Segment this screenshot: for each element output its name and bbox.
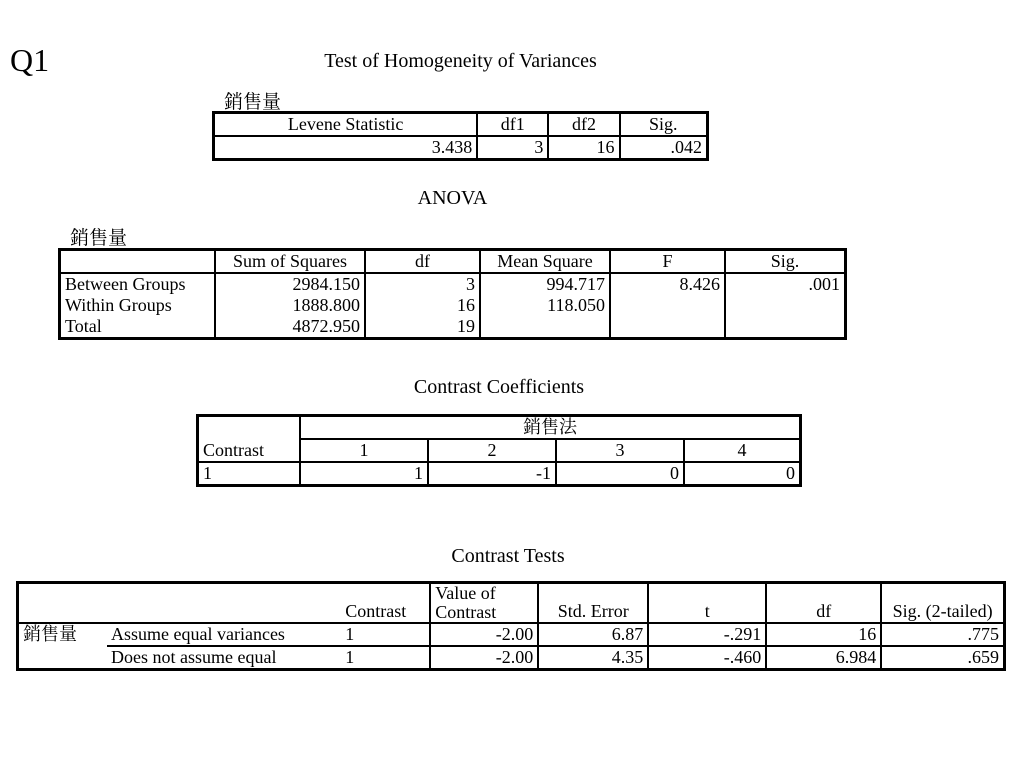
tests-cell: 4.35 (538, 646, 648, 670)
anova-table (58, 248, 847, 340)
table-row (60, 295, 846, 316)
anova-header: df (365, 250, 480, 274)
tests-cell: -.460 (648, 646, 766, 670)
coefficients-level: 2 (428, 439, 556, 462)
tests-row-label: Assume equal variances (107, 623, 341, 646)
coefficients-table (196, 414, 802, 487)
tests-cell: 1 (345, 647, 355, 667)
levene-table (212, 111, 709, 161)
coefficients-row-label: 1 (203, 463, 212, 483)
tests-header-std-error: Std. Error (538, 583, 648, 624)
anova-row-label: Total (65, 316, 102, 336)
anova-cell: 19 (365, 316, 480, 339)
anova-header: Sig. (725, 250, 846, 274)
anova-row-label: Within Groups (65, 295, 172, 315)
levene-variable: 銷售量 (224, 91, 282, 113)
tests-header-sig: Sig. (2-tailed) (881, 583, 1004, 624)
tests-header-value-line1: Value of (435, 583, 496, 603)
table-row (60, 316, 846, 339)
tests-cell: 6.87 (538, 623, 648, 646)
levene-header: df1 (477, 113, 548, 137)
levene-cell: 3.438 (431, 137, 473, 157)
coefficients-group-header: 銷售法 (300, 416, 801, 440)
tests-header-contrast: Contrast (341, 583, 430, 624)
anova-title: ANOVA (417, 187, 488, 209)
anova-header: Mean Square (480, 250, 610, 274)
levene-cell: .042 (620, 136, 708, 160)
tests-cell: -2.00 (430, 623, 538, 646)
tests-variable: 銷售量 (23, 624, 77, 645)
levene-header: df2 (548, 113, 619, 137)
anova-cell: 8.426 (610, 273, 725, 295)
anova-cell: .001 (725, 273, 846, 295)
levene-cell: 3 (477, 136, 548, 160)
table-row (18, 646, 1005, 670)
coefficients-corner (198, 416, 301, 440)
anova-header (60, 250, 216, 274)
tests-cell: .775 (881, 623, 1004, 646)
table-row (198, 462, 801, 486)
table-row (18, 623, 1005, 646)
coefficients-title: Contrast Coefficients (413, 376, 585, 398)
tests-header-df: df (766, 583, 881, 624)
tests-row-label: Does not assume equal (111, 647, 277, 667)
anova-cell: 994.717 (480, 273, 610, 295)
anova-header: F (610, 250, 725, 274)
tests-cell: -2.00 (430, 646, 538, 670)
tests-cell: .659 (881, 646, 1004, 670)
anova-cell (610, 316, 725, 339)
levene-title: Test of Homogeneity of Variances (324, 50, 597, 72)
coefficients-contrast-header: Contrast (198, 439, 301, 462)
anova-cell (480, 316, 610, 339)
coefficients-level: 4 (684, 439, 801, 462)
anova-cell (725, 295, 846, 316)
table-row (60, 273, 846, 295)
coefficients-level: 3 (556, 439, 684, 462)
anova-header: Sum of Squares (215, 250, 365, 274)
coefficients-cell: 1 (300, 462, 428, 486)
coefficients-cell: -1 (428, 462, 556, 486)
anova-variable: 銷售量 (70, 227, 128, 249)
anova-row-label: Between Groups (65, 274, 186, 294)
anova-cell: 2984.150 (215, 273, 365, 295)
anova-cell: 4872.950 (215, 316, 365, 339)
tests-header-value-line2: Contrast (435, 602, 497, 622)
anova-cell: 3 (365, 273, 480, 295)
tests-cell: -.291 (648, 623, 766, 646)
levene-header: Levene Statistic (214, 113, 478, 137)
coefficients-level: 1 (300, 439, 428, 462)
tests-table (16, 581, 1006, 671)
levene-header: Sig. (620, 113, 708, 137)
tests-corner (18, 583, 342, 624)
tests-cell: 1 (341, 623, 430, 646)
tests-header-value (430, 583, 538, 624)
coefficients-cell: 0 (556, 462, 684, 486)
question-label: Q1 (10, 42, 50, 78)
anova-cell (610, 295, 725, 316)
tests-cell: 6.984 (766, 646, 881, 670)
tests-cell: 16 (766, 623, 881, 646)
tests-title: Contrast Tests (451, 545, 565, 567)
levene-cell: 16 (548, 136, 619, 160)
anova-cell: 118.050 (480, 295, 610, 316)
tests-header-t: t (648, 583, 766, 624)
anova-cell: 16 (365, 295, 480, 316)
coefficients-cell: 0 (684, 462, 801, 486)
anova-cell: 1888.800 (215, 295, 365, 316)
anova-cell (725, 316, 846, 339)
